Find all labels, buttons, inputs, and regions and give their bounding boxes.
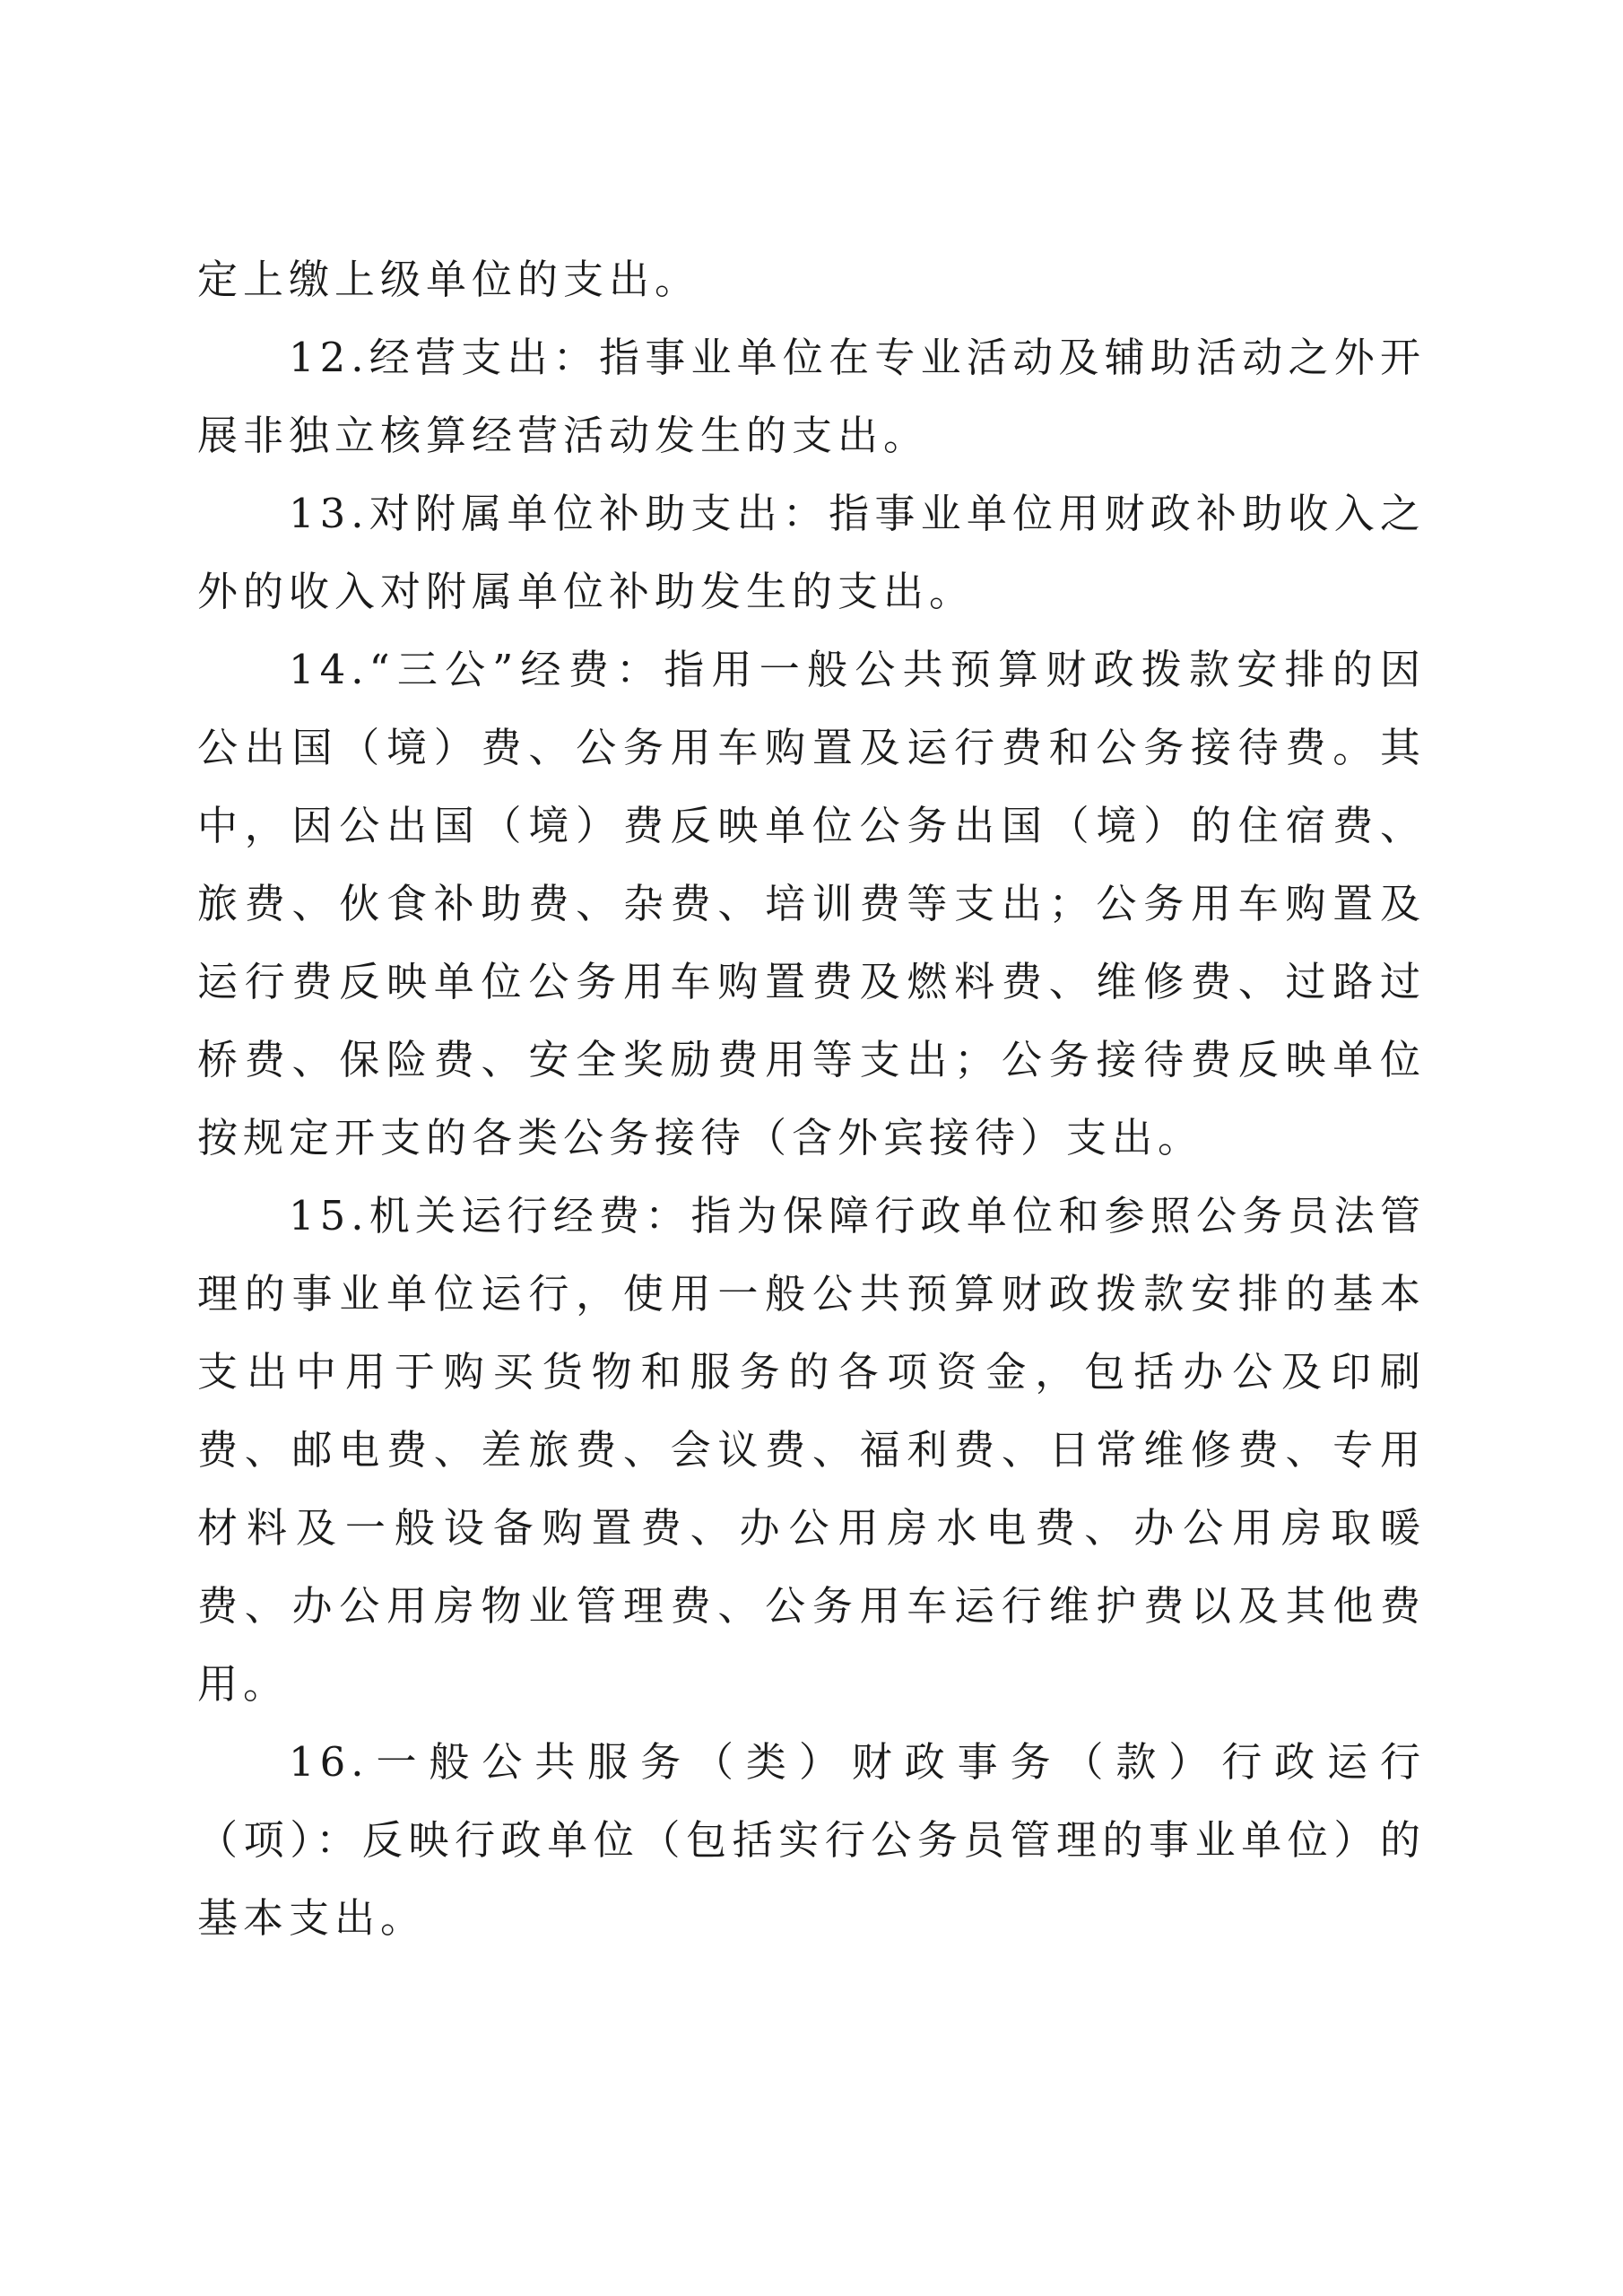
paragraph-item-13: 13.对附属单位补助支出：指事业单位用财政补助收入之外的收入对附属单位补助发生的支出。 — [197, 490, 1426, 615]
paragraph-item-15: 15.机关运行经费：指为保障行政单位和参照公务员法管理的事业单位运行，使用一般公共预算财政拨款安排的基本支出中用于购买货物和服务的各项资金，包括办公及印刷费、邮电费、差旅费、会议费、福利费、日常维修费、专用材料及一般设备购置费、办公用房水电费、办公用房取暖费、办公用房物业管理费、公务用车运行维护费以及其他费用。 — [197, 1192, 1426, 1708]
document-body — [197, 240, 1426, 1957]
paragraph-item-12: 12.经营支出：指事业单位在专业活动及辅助活动之外开展非独立核算经营活动发生的支出。 — [197, 334, 1426, 459]
paragraph-continuation: 定上缴上级单位的支出。 — [197, 256, 701, 303]
paragraph-item-16: 16.一般公共服务（类）财政事务（款）行政运行（项）：反映行政单位（包括实行公务员管理的事业单位）的基本支出。 — [197, 1738, 1426, 1942]
paragraph-item-14: 14.“三公”经费：指用一般公共预算财政拨款安排的因公出国（境）费、公务用车购置及运行费和公务接待费。其中，因公出国（境）费反映单位公务出国（境）的住宿费、旅费、伙食补助费、杂费、培训费等支出；公务用车购置及运行费反映单位公务用车购置费及燃料费、维修费、过路过桥费、保险费、安全奖励费用等支出；公务接待费反映单位按规定开支的各类公务接待（含外宾接待）支出。 — [197, 646, 1426, 1161]
